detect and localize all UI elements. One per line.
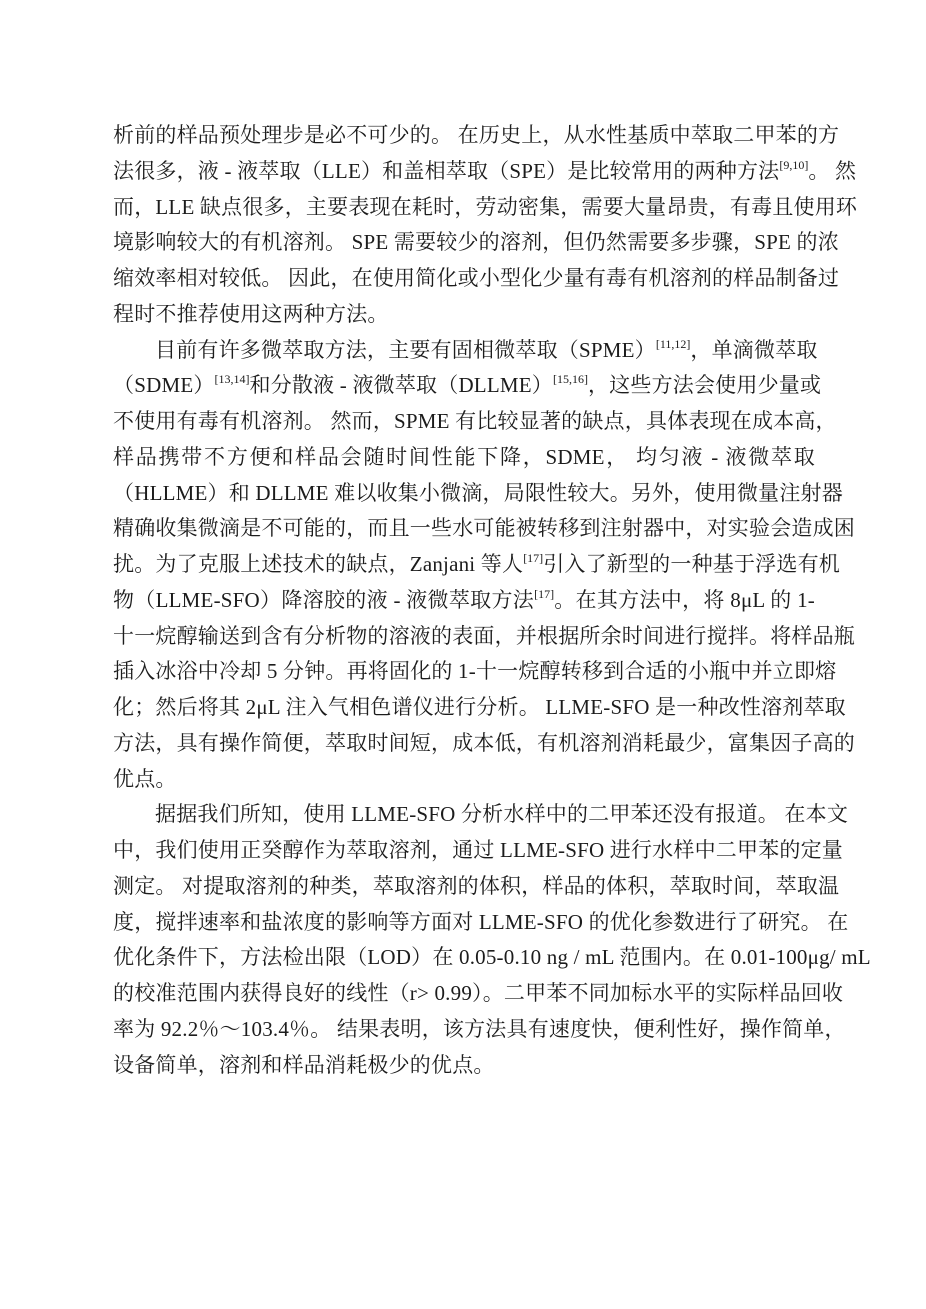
text-line	[113, 190, 858, 226]
text-run: 中，我们使用正癸醇作为萃取溶剂，通过 LLME-SFO 进行水样中二甲苯的定量	[113, 838, 843, 862]
text-line	[113, 404, 837, 440]
text-line	[113, 154, 857, 190]
text-line	[113, 1048, 815, 1084]
paragraph	[113, 333, 855, 798]
text-line	[113, 726, 855, 762]
text-run: 精确收集微滴是不可能的，而且一些水可能被转移到注射器中，对实验会造成困	[113, 516, 855, 541]
text-run: 扰。为了克服上述技术的缺点，Zanjani 等人	[113, 552, 524, 576]
text-line	[113, 869, 840, 905]
text-line	[113, 905, 849, 941]
text-line	[113, 118, 840, 154]
text-line	[113, 976, 844, 1012]
text-run: 。 然	[808, 158, 857, 183]
citation-superscript: [11,12]	[655, 336, 691, 351]
text-run: 插入冰浴中冷却 5 分钟。再将固化的 1-十一烷醇转移到合适的小瓶中并立即熔	[113, 659, 837, 684]
text-run: 法很多，液 - 液萃取（LLE）和盖相萃取（SPE）是比较常用的两种方法	[113, 158, 780, 183]
text-line	[113, 940, 871, 976]
text-run: ，这些方法会使用少量或	[587, 373, 822, 398]
text-line	[113, 1012, 846, 1048]
text-run: 十一烷醇输送到含有分析物的溶液的表面，并根据所余时间进行搅拌。将样品瓶	[113, 623, 855, 648]
page-text-block	[113, 118, 871, 1083]
text-run: 境影响较大的有机溶剂。 SPE 需要较少的溶剂，但仍然需要多步骤，SPE 的浓	[113, 230, 839, 255]
text-run: 优化条件下，方法检出限（LOD）在 0.05-0.10 ng / mL 范围内。在 0.01-100μg/ mL	[113, 945, 871, 970]
text-line	[113, 511, 855, 547]
text-run: 样品携带不方便和样品会随时间性能下降，SDME， 均匀液 - 液微萃取	[113, 444, 815, 469]
text-run: 的校准范围内获得良好的线性（r> 0.99）。二甲苯不同加标水平的实际样品回收	[113, 981, 844, 1005]
text-line	[113, 690, 846, 726]
text-run: 优点。	[113, 766, 177, 791]
text-run: 化；然后将其 2μL 注入气相色谱仪进行分析。 LLME-SFO 是一种改性溶剂萃取	[113, 695, 846, 719]
text-line	[113, 619, 855, 655]
text-run: 程时不推荐使用这两种方法。	[113, 301, 389, 326]
text-run: 和分散液 - 液微萃取（DLLME）	[249, 373, 553, 398]
citation-superscript: [17]	[534, 586, 555, 601]
text-line	[113, 833, 843, 869]
text-run: 测定。 对提取溶剂的种类，萃取溶剂的体积，样品的体积，萃取时间，萃取温	[113, 873, 840, 898]
text-run: 。在其方法中，将 8μL 的 1-	[554, 587, 815, 612]
text-run: 率为 92.2％～103.4％。 结果表明，该方法具有速度快，便利性好，操作简单，	[113, 1016, 846, 1041]
text-line	[113, 225, 839, 261]
text-line	[113, 654, 837, 690]
text-run: 度，搅拌速率和盐浓度的影响等方面对 LLME-SFO 的优化参数进行了研究。 在	[113, 909, 849, 934]
text-line	[113, 261, 840, 297]
citation-superscript: [15,16]	[552, 372, 588, 387]
text-line	[113, 440, 815, 476]
text-line	[113, 333, 818, 369]
text-run: （HLLME）和 DLLME 难以收集小微滴，局限性较大。另外，使用微量注射器	[113, 480, 843, 505]
text-line	[113, 583, 815, 619]
text-run: 不使用有毒有机溶剂。 然而，SPME 有比较显著的缺点，具体表现在成本高，	[113, 409, 837, 433]
text-line	[113, 297, 815, 333]
text-run: ，单滴微萃取	[690, 337, 818, 362]
text-line	[113, 547, 840, 583]
citation-superscript: [17]	[523, 551, 544, 565]
paragraph	[113, 797, 871, 1083]
citation-superscript: [9,10]	[779, 157, 809, 172]
paragraph	[113, 118, 858, 333]
text-line	[113, 368, 822, 404]
text-run: 方法，具有操作简便，萃取时间短，成本低，有机溶剂消耗最少，富集因子高的	[113, 730, 855, 755]
text-line	[113, 476, 843, 512]
text-run: 缩效率相对较低。 因此，在使用简化或小型化少量有毒有机溶剂的样品制备过	[113, 266, 840, 290]
text-run: 目前有许多微萃取方法，主要有固相微萃取（SPME）	[155, 337, 656, 362]
text-run: 而，LLE 缺点很多，主要表现在耗时，劳动密集，需要大量昂贵，有毒且使用环	[113, 194, 858, 219]
text-run: 引入了新型的一种基于浮选有机	[543, 552, 840, 576]
text-run: 设备简单，溶剂和样品消耗极少的优点。	[113, 1052, 495, 1077]
text-run: 析前的样品预处理步是必不可少的。 在历史上，从水性基质中萃取二甲苯的方	[113, 123, 840, 147]
text-run: 据据我们所知，使用 LLME-SFO 分析水样中的二甲苯还没有报道。 在本文	[155, 802, 849, 827]
citation-superscript: [13,14]	[214, 372, 250, 387]
text-line	[113, 797, 849, 833]
text-run: 物（LLME-SFO）降溶胶的液 - 液微萃取方法	[113, 587, 535, 612]
text-run: （SDME）	[113, 373, 215, 398]
text-line	[113, 762, 815, 798]
